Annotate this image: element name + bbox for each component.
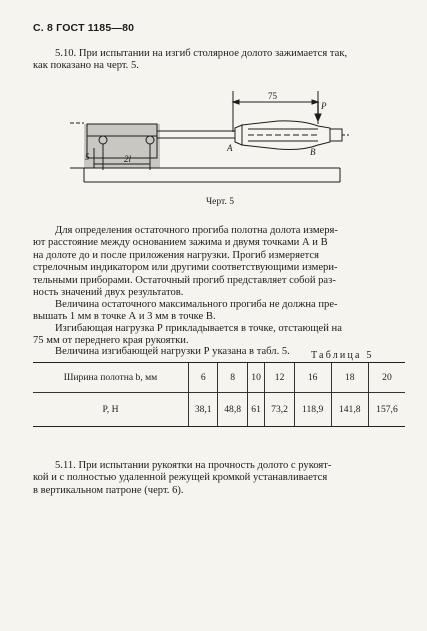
text-line: тельными приборами. Остаточный прогиб представляет собой раз- — [33, 274, 336, 286]
table-cell: 8 — [218, 363, 247, 393]
body-paragraph — [33, 225, 405, 299]
text-line: кой и с полностью удаленной режущей кромкой устанавливается — [33, 472, 328, 484]
text-line: на долоте до и после приложения нагрузки. Прогиб измеряется — [33, 249, 319, 261]
table-cell: 10 — [247, 363, 265, 393]
table-row-label: P, Н — [33, 393, 189, 427]
text-line: 5.11. При испытании рукоятки на прочность долото с рукоят- — [55, 460, 332, 471]
text-line: 5.10. При испытании на изгиб столярное долото зажимается так, — [55, 48, 348, 59]
fig-label-a: A — [227, 143, 233, 153]
text-line: Величина остаточного максимального прогиба не должна пре- — [55, 299, 338, 310]
text-line: ность значений двух результатов. — [33, 287, 184, 299]
figure-caption: Черт. 5 — [206, 197, 234, 207]
dim-arrowhead — [312, 100, 318, 104]
figure-5-drawing — [70, 88, 350, 194]
body-paragraph — [33, 323, 405, 348]
table-cell: 48,8 — [218, 393, 247, 427]
text-line: в вертикальном патроне (черт. 6). — [33, 484, 184, 496]
table-cell: 118,9 — [294, 393, 331, 427]
chisel-ferrule — [235, 125, 242, 145]
text-line: 75 мм от переднего края рукоятки. — [33, 335, 189, 347]
table-cell: 12 — [265, 363, 294, 393]
text-line: стрелочным индикатором или другими соответствующими измери- — [33, 262, 338, 274]
table-cell: 61 — [247, 393, 265, 427]
load-arrowhead — [315, 114, 321, 121]
paragraph-5-10 — [33, 48, 405, 73]
dim-arrowhead — [233, 100, 239, 104]
table-cell: 141,8 — [331, 393, 368, 427]
chisel-blade — [157, 131, 235, 138]
table-cell: 20 — [368, 363, 405, 393]
table-cell: 16 — [294, 363, 331, 393]
text-line: Для определения остаточного прогиба полотна долота измеря- — [55, 225, 338, 236]
table-row — [33, 393, 405, 427]
table-title: Таблица 5 — [311, 350, 374, 361]
page-header: С. 8 ГОСТ 1185—80 — [33, 22, 135, 34]
text-line: Изгибающая нагрузка Р прикладывается в точке, отстающей на — [55, 323, 342, 334]
fig-label-75: 75 — [268, 91, 277, 101]
table-row — [33, 363, 405, 393]
table-5 — [33, 362, 405, 427]
handle-cap — [330, 129, 342, 141]
text-line: Величина изгибающей нагрузки Р указана в табл. 5. — [55, 346, 290, 357]
text-line: как показано на черт. 5. — [33, 60, 139, 72]
text-line: ют расстояние между основанием зажима и двумя точками А и В — [33, 237, 328, 249]
text-line: вышать 1 мм в точке А и 3 мм в точке В. — [33, 311, 216, 323]
fig-label-p: P — [321, 101, 327, 111]
fig-label-b: B — [310, 147, 316, 157]
table-cell: 6 — [189, 363, 218, 393]
fig-label-2l: 2l — [124, 154, 132, 164]
body-paragraph — [33, 299, 405, 324]
fig-label-5: 5 — [85, 152, 90, 162]
table-cell: 18 — [331, 363, 368, 393]
clamp-base-shade — [84, 124, 160, 168]
table-cell: 38,1 — [189, 393, 218, 427]
table-cell: 73,2 — [265, 393, 294, 427]
table-cell: 157,6 — [368, 393, 405, 427]
table-row-label: Ширина полотна b, мм — [33, 363, 189, 393]
paragraph-5-11 — [33, 460, 405, 497]
